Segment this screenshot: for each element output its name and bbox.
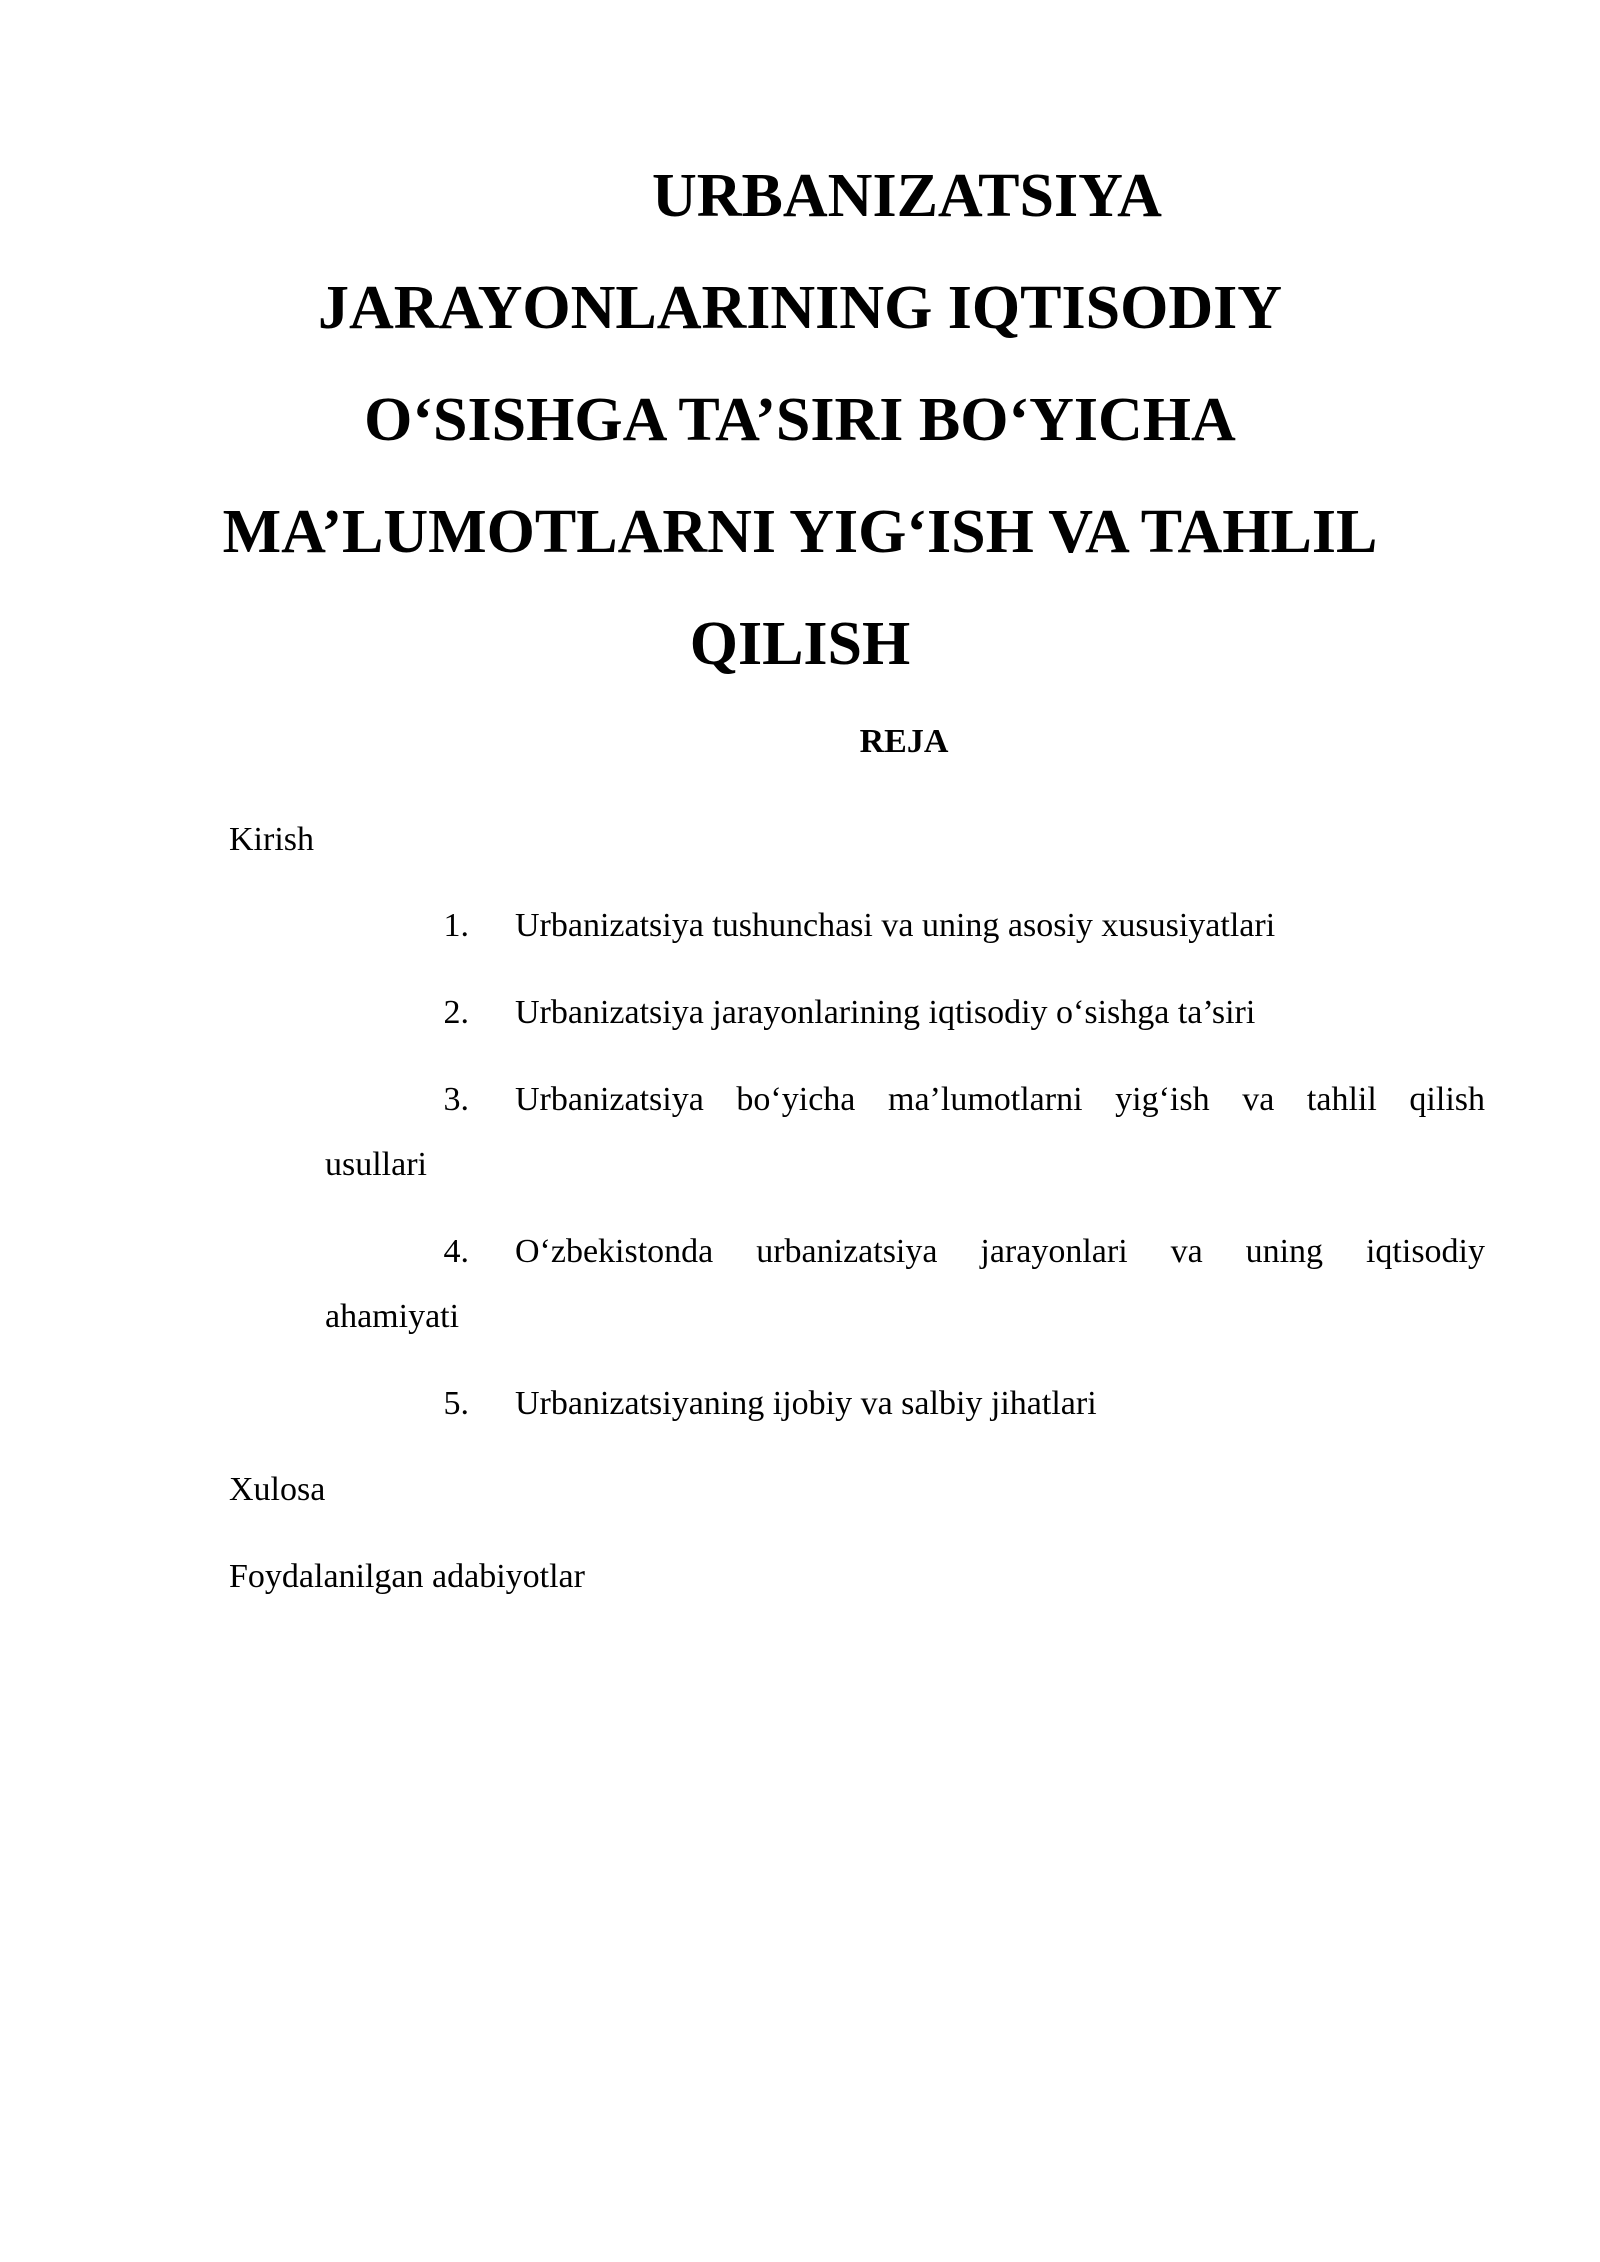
- plan-item-continuation: usullari: [325, 1146, 427, 1183]
- plan-references: Foydalanilgan adabiyotlar: [229, 1558, 585, 1595]
- plan-item-text: Urbanizatsiya jarayonlarining iqtisodiy o‘sishga ta’siri: [515, 994, 1256, 1031]
- plan-item-continuation: ahamiyati: [325, 1298, 460, 1335]
- plan-item-number: 2.: [443, 994, 469, 1031]
- plan-item-number: 1.: [443, 907, 469, 944]
- plan-item-text: Urbanizatsiya bo‘yicha ma’lumotlarni yig‘ish va tahlil qilish: [515, 1081, 1485, 1118]
- title-line: QILISH: [689, 610, 911, 678]
- plan-item-text: O‘zbekistonda urbanizatsiya jarayonlari va uning iqtisodiy: [515, 1233, 1485, 1270]
- title-line: JARAYONLARINING IQTISODIY: [317, 274, 1283, 342]
- plan-conclusion: Xulosa: [229, 1471, 326, 1508]
- plan-intro: Kirish: [229, 821, 314, 858]
- title-line: O‘SISHGA TA’SIRI BO‘YICHA: [364, 386, 1236, 454]
- plan-item-text: Urbanizatsiya tushunchasi va uning asosiy xususiyatlari: [515, 907, 1276, 944]
- title-line: MA’LUMOTLARNI YIG‘ISH VA TAHLIL: [222, 498, 1378, 566]
- plan-item-text: Urbanizatsiyaning ijobiy va salbiy jihatlari: [515, 1385, 1097, 1422]
- document-title: [0, 140, 1600, 700]
- plan-item-number: 5.: [443, 1385, 469, 1422]
- plan-heading: REJA: [859, 723, 949, 760]
- plan-item-number: 4.: [443, 1233, 469, 1270]
- title-line: URBANIZATSIYA: [652, 162, 1162, 230]
- plan-item-number: 3.: [443, 1081, 469, 1118]
